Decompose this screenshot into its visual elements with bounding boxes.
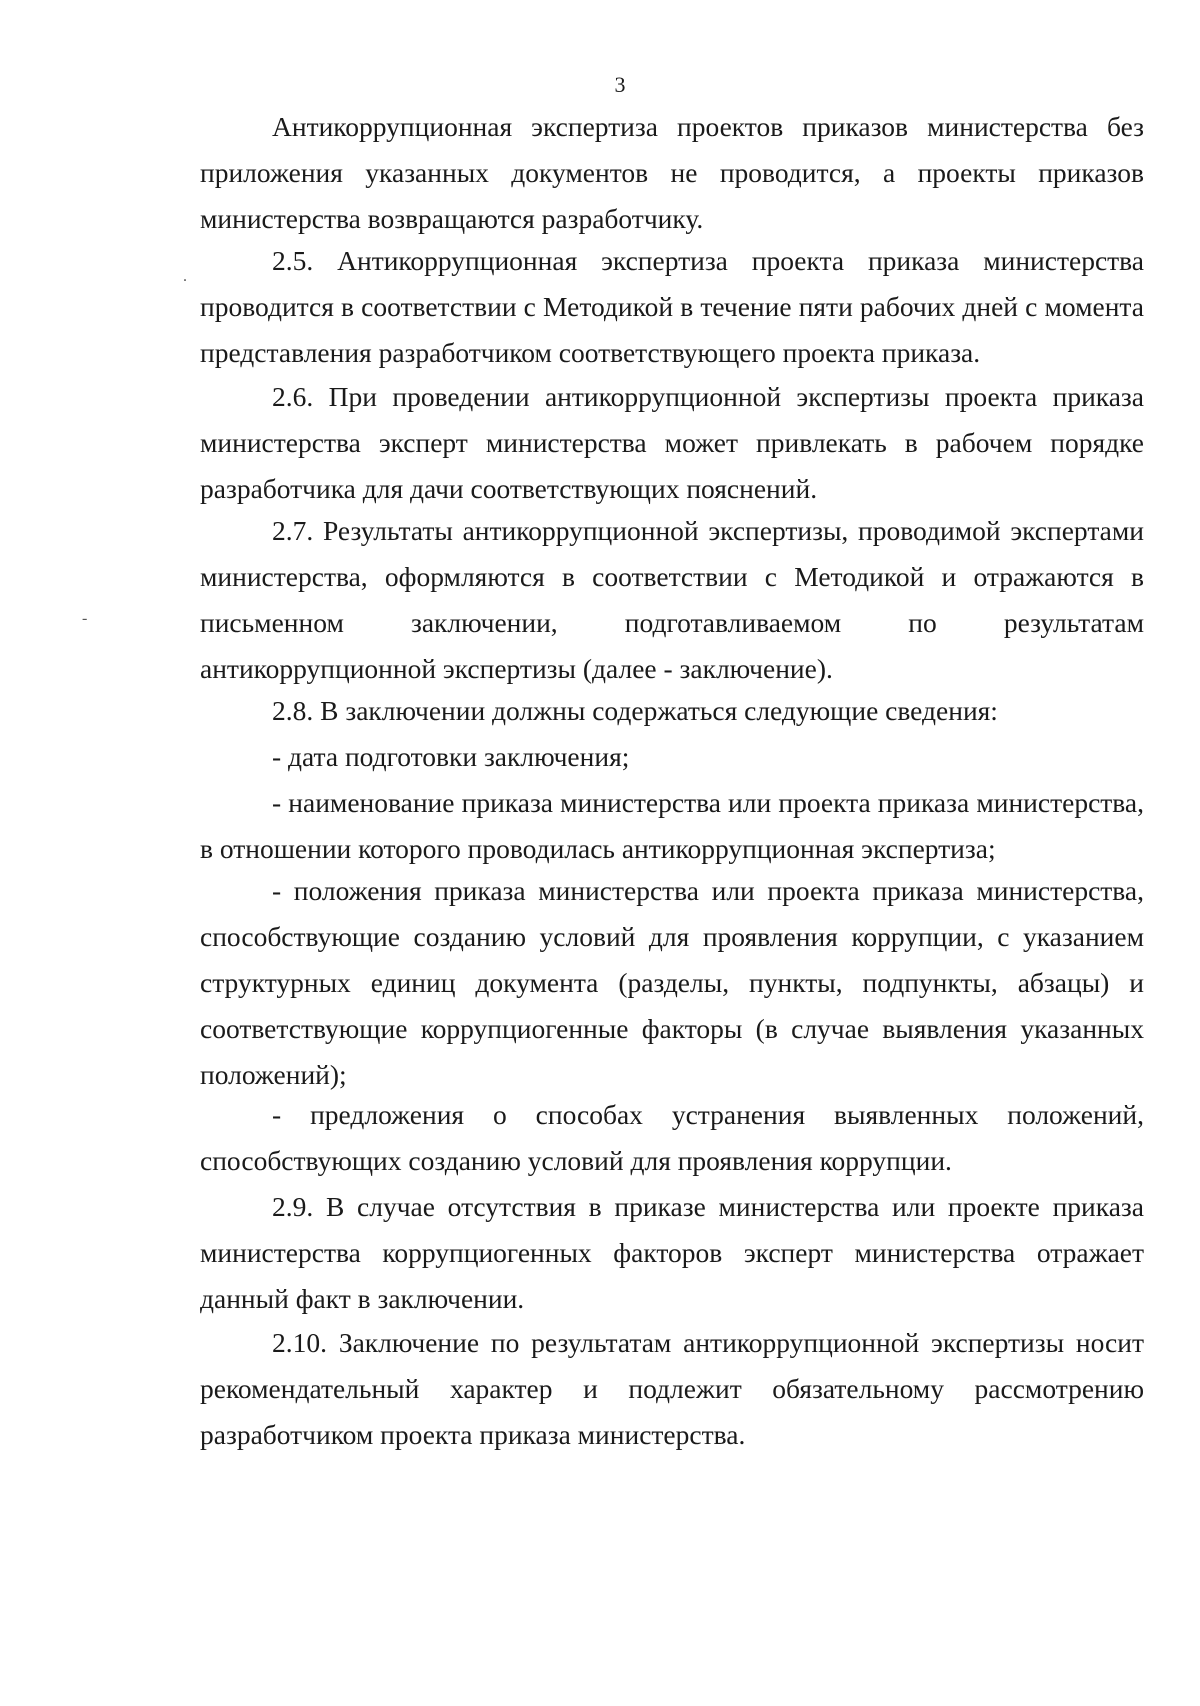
- list-item-date: - дата подготовки заключения;: [272, 741, 630, 772]
- list-item-provisions: - положения приказа министерства или проекта приказа министерства, способствующие созданию условий для проявления коррупции, с указанием структурных единиц документа (разделы, пункты, подпункты, абзацы) и соответствующие коррупциогенные факторы (в случае выявления указанных положений);: [200, 875, 1144, 1090]
- paragraph-2-9: 2.9. В случае отсутствия в приказе министерства или проекте приказа министерства коррупциогенных факторов эксперт министерства отражает данный факт в заключении.: [200, 1191, 1144, 1314]
- paragraph-2-7: 2.7. Результаты антикоррупционной экспертизы, проводимой экспертами министерства, оформляются в соответствии с Методикой и отражаются в письменном заключении, подготавливаемом по результатам антикоррупционной экспертизы (далее - заключение).: [200, 515, 1144, 684]
- paragraph-2-10: 2.10. Заключение по результатам антикоррупционной экспертизы носит рекомендательный характер и подлежит обязательному рассмотрению разработчиком проекта приказа министерства.: [200, 1327, 1144, 1450]
- list-item-proposals: - предложения о способах устранения выявленных положений, способствующих созданию условий для проявления коррупции.: [200, 1099, 1144, 1176]
- paragraph-intro: Антикоррупционная экспертиза проектов приказов министерства без приложения указанных документов не проводится, а проекты приказов министерства возвращаются разработчику.: [200, 111, 1144, 234]
- scan-mark-dash: -: [82, 610, 88, 627]
- list-item-name: - наименование приказа министерства или проекта приказа министерства, в отношении которого проводилась антикоррупционная экспертиза;: [200, 787, 1144, 864]
- paragraph-2-6: 2.6. При проведении антикоррупционной экспертизы проекта приказа министерства эксперт министерства может привлекать в рабочем порядке разработчика для дачи соответствующих пояснений.: [200, 381, 1144, 504]
- paragraph-2-5: 2.5. Антикоррупционная экспертиза проекта приказа министерства проводится в соответствии с Методикой в течение пяти рабочих дней с момента представления разработчиком соответствующего проекта приказа.: [200, 245, 1144, 368]
- scan-mark-dot: .: [183, 268, 187, 285]
- page-number: 3: [614, 72, 626, 97]
- paragraph-2-8: 2.8. В заключении должны содержаться следующие сведения:: [272, 695, 998, 726]
